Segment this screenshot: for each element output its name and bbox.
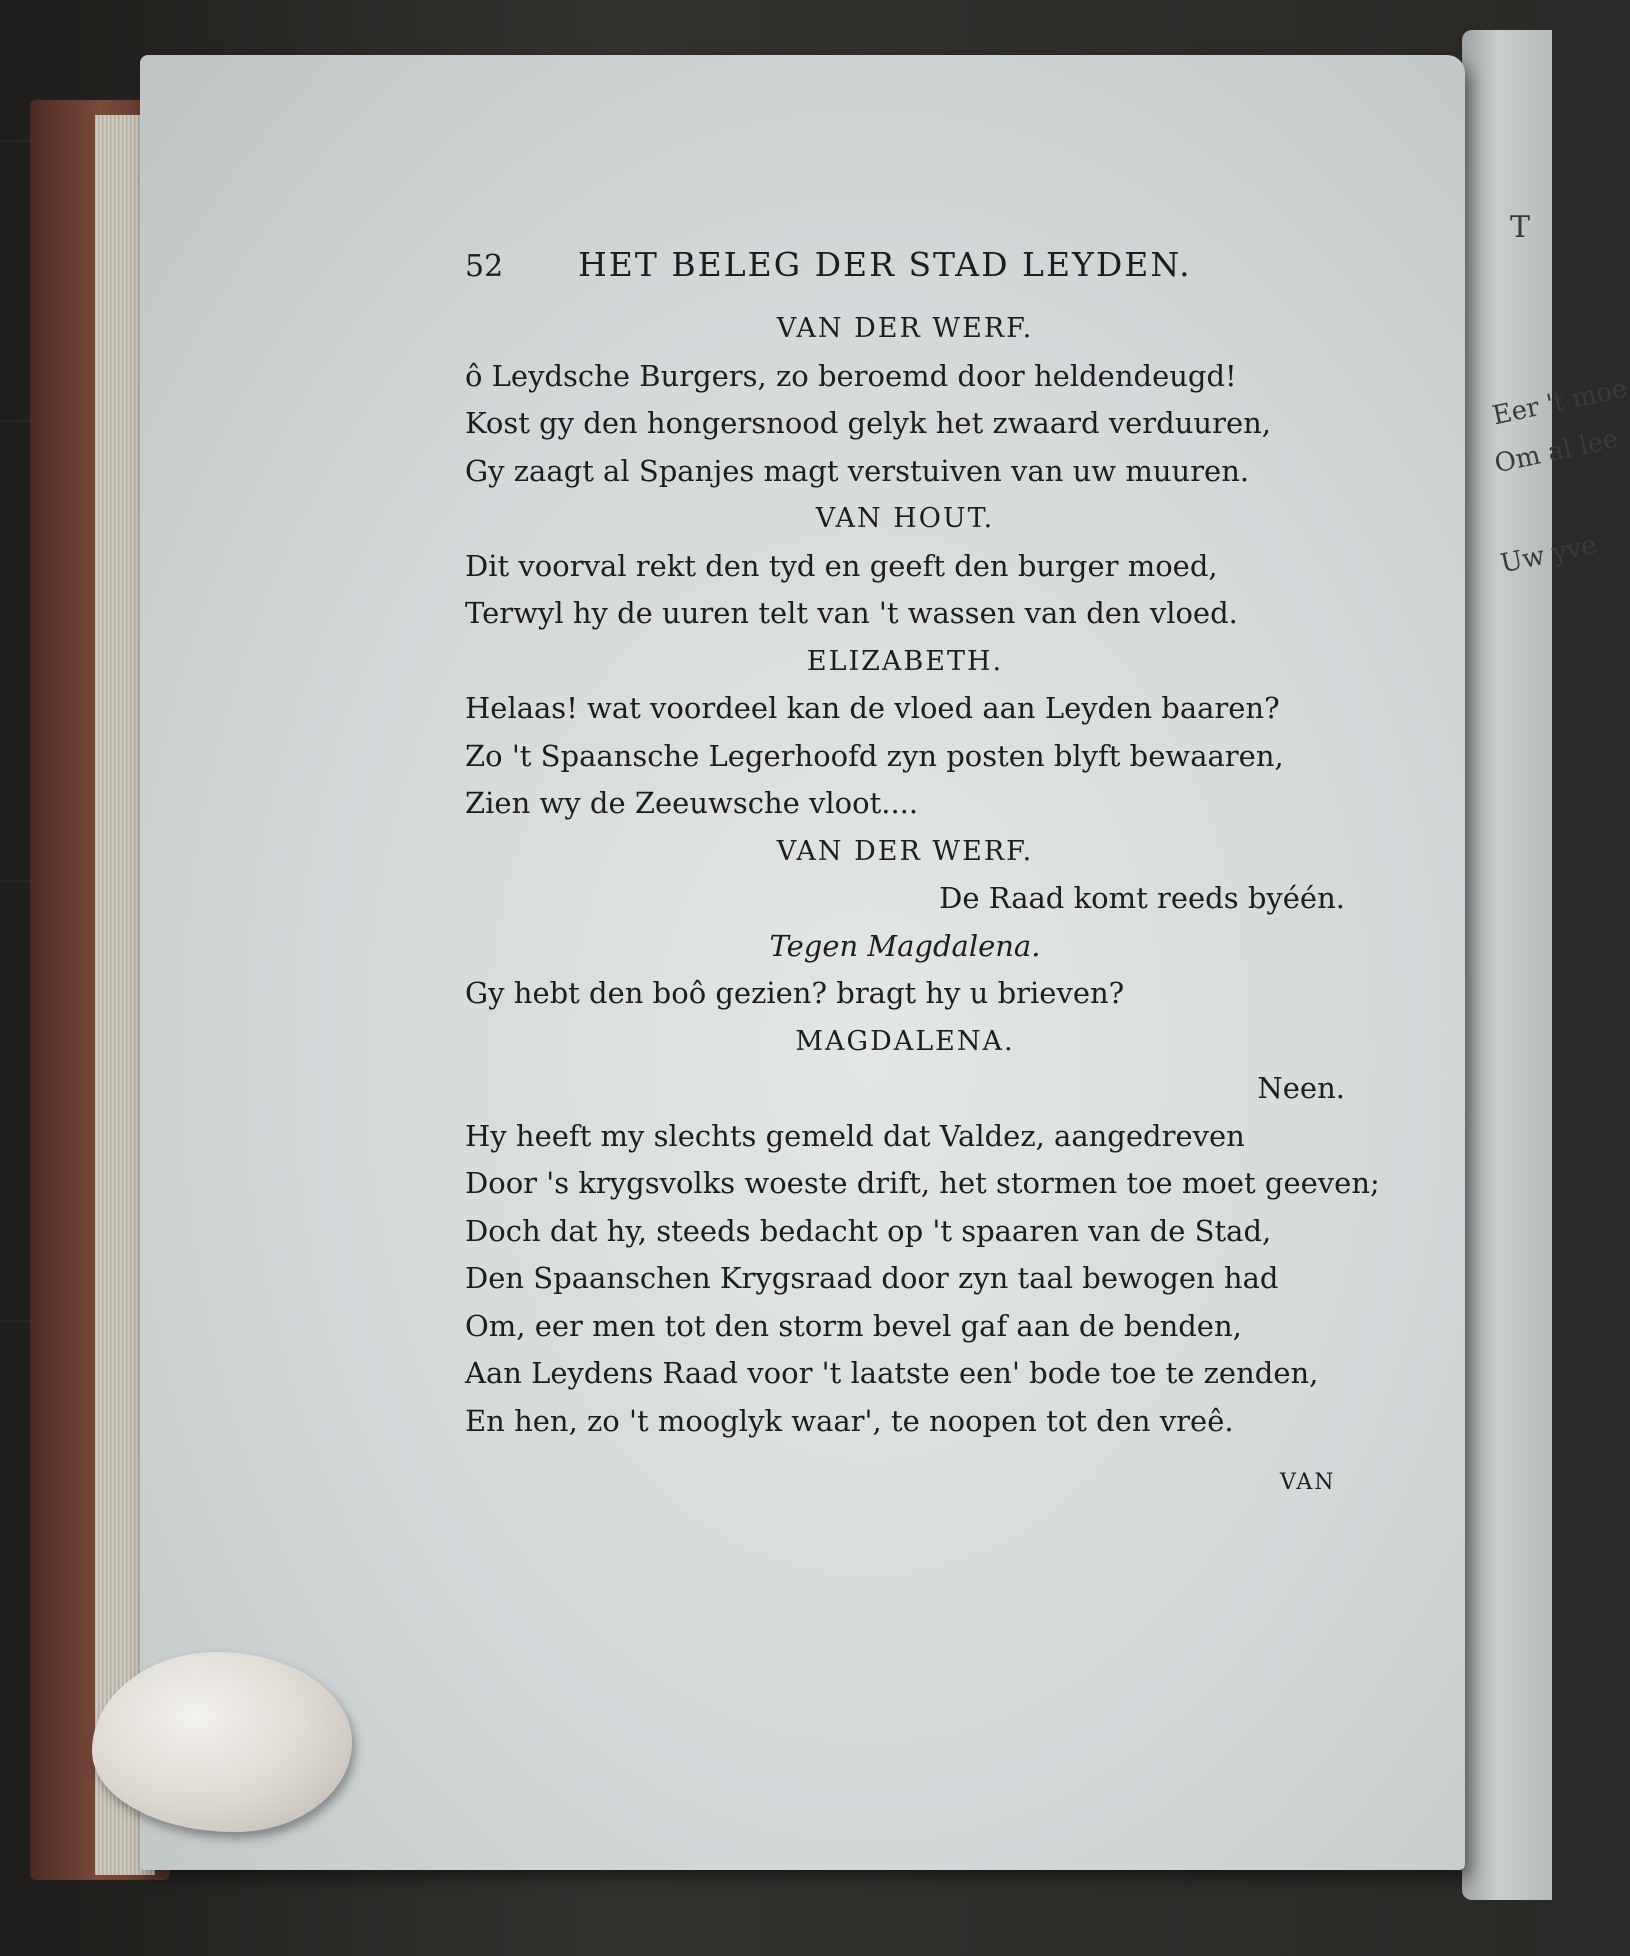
page-number: 52: [465, 249, 504, 284]
speaker-name: VAN HOUT.: [815, 503, 995, 534]
verse-line: Zien wy de Zeeuwsche vloot....: [465, 786, 919, 820]
facing-page: [1462, 30, 1630, 1900]
verse-line: Helaas! wat voordeel kan de vloed aan Leyden baaren?: [465, 691, 1280, 725]
verse-line: Hy heeft my slechts gemeld dat Valdez, aangedreven: [465, 1118, 1245, 1153]
speaker-name: VAN DER WERF.: [776, 835, 1034, 867]
running-title: HET BELEG DER STAD LEYDEN.: [578, 245, 1192, 284]
verse-line: Dit voorval rekt den tyd en geeft den burger moed,: [465, 548, 1218, 583]
verse-line: Om, eer men tot den storm bevel gaf aan de benden,: [465, 1308, 1242, 1343]
facing-page-fragment: T: [1510, 210, 1531, 245]
speaker-name: VAN DER WERF.: [776, 313, 1034, 344]
facing-page-fragment: Eer 't moe: [1490, 373, 1630, 432]
facing-page-fragment: Uw yve: [1498, 529, 1600, 580]
verse-lines: [465, 305, 1380, 1445]
verse-line: Aan Leydens Raad voor 't laatste een' bode toe te zenden,: [465, 1356, 1319, 1390]
verse-line: ô Leydsche Burgers, zo beroemd door heldendeugd!: [465, 358, 1237, 393]
speaker-name: ELIZABETH.: [806, 645, 1004, 677]
verse-line: Door 's krygsvolks woeste drift, het stormen toe moet geeven;: [465, 1166, 1380, 1200]
verse-line: Gy zaagt al Spanjes magt verstuiven van uw muuren.: [465, 453, 1250, 488]
verse-line: Doch dat hy, steeds bedacht op 't spaaren van de Stad,: [465, 1213, 1272, 1248]
stage-direction: Tegen Magdalena.: [769, 928, 1041, 963]
stone-paperweight: [92, 1652, 352, 1832]
page-header: [465, 245, 1345, 305]
page-text: [465, 245, 1380, 1445]
catchword: VAN: [1280, 1470, 1336, 1495]
verse-line: Gy hebt den boô gezien? bragt hy u brieven?: [465, 976, 1125, 1010]
verse-line: Zo 't Spaansche Legerhoofd zyn posten blyft bewaaren,: [465, 738, 1284, 773]
speaker-name: MAGDALENA.: [795, 1025, 1015, 1057]
facing-page-fragment: Om al lee: [1492, 423, 1621, 480]
verse-line: De Raad komt reeds byéén.: [939, 881, 1345, 915]
verse-line: Den Spaanschen Krygsraad door zyn taal bewogen had: [465, 1261, 1279, 1295]
verse-line: Kost gy den hongersnood gelyk het zwaard verduuren,: [465, 406, 1272, 440]
verse-line: Neen.: [1257, 1071, 1345, 1105]
verse-line: Terwyl hy de uuren telt van 't wassen van den vloed.: [465, 596, 1238, 630]
verse-line: En hen, zo 't mooglyk waar', te noopen tot den vreê.: [465, 1403, 1234, 1438]
